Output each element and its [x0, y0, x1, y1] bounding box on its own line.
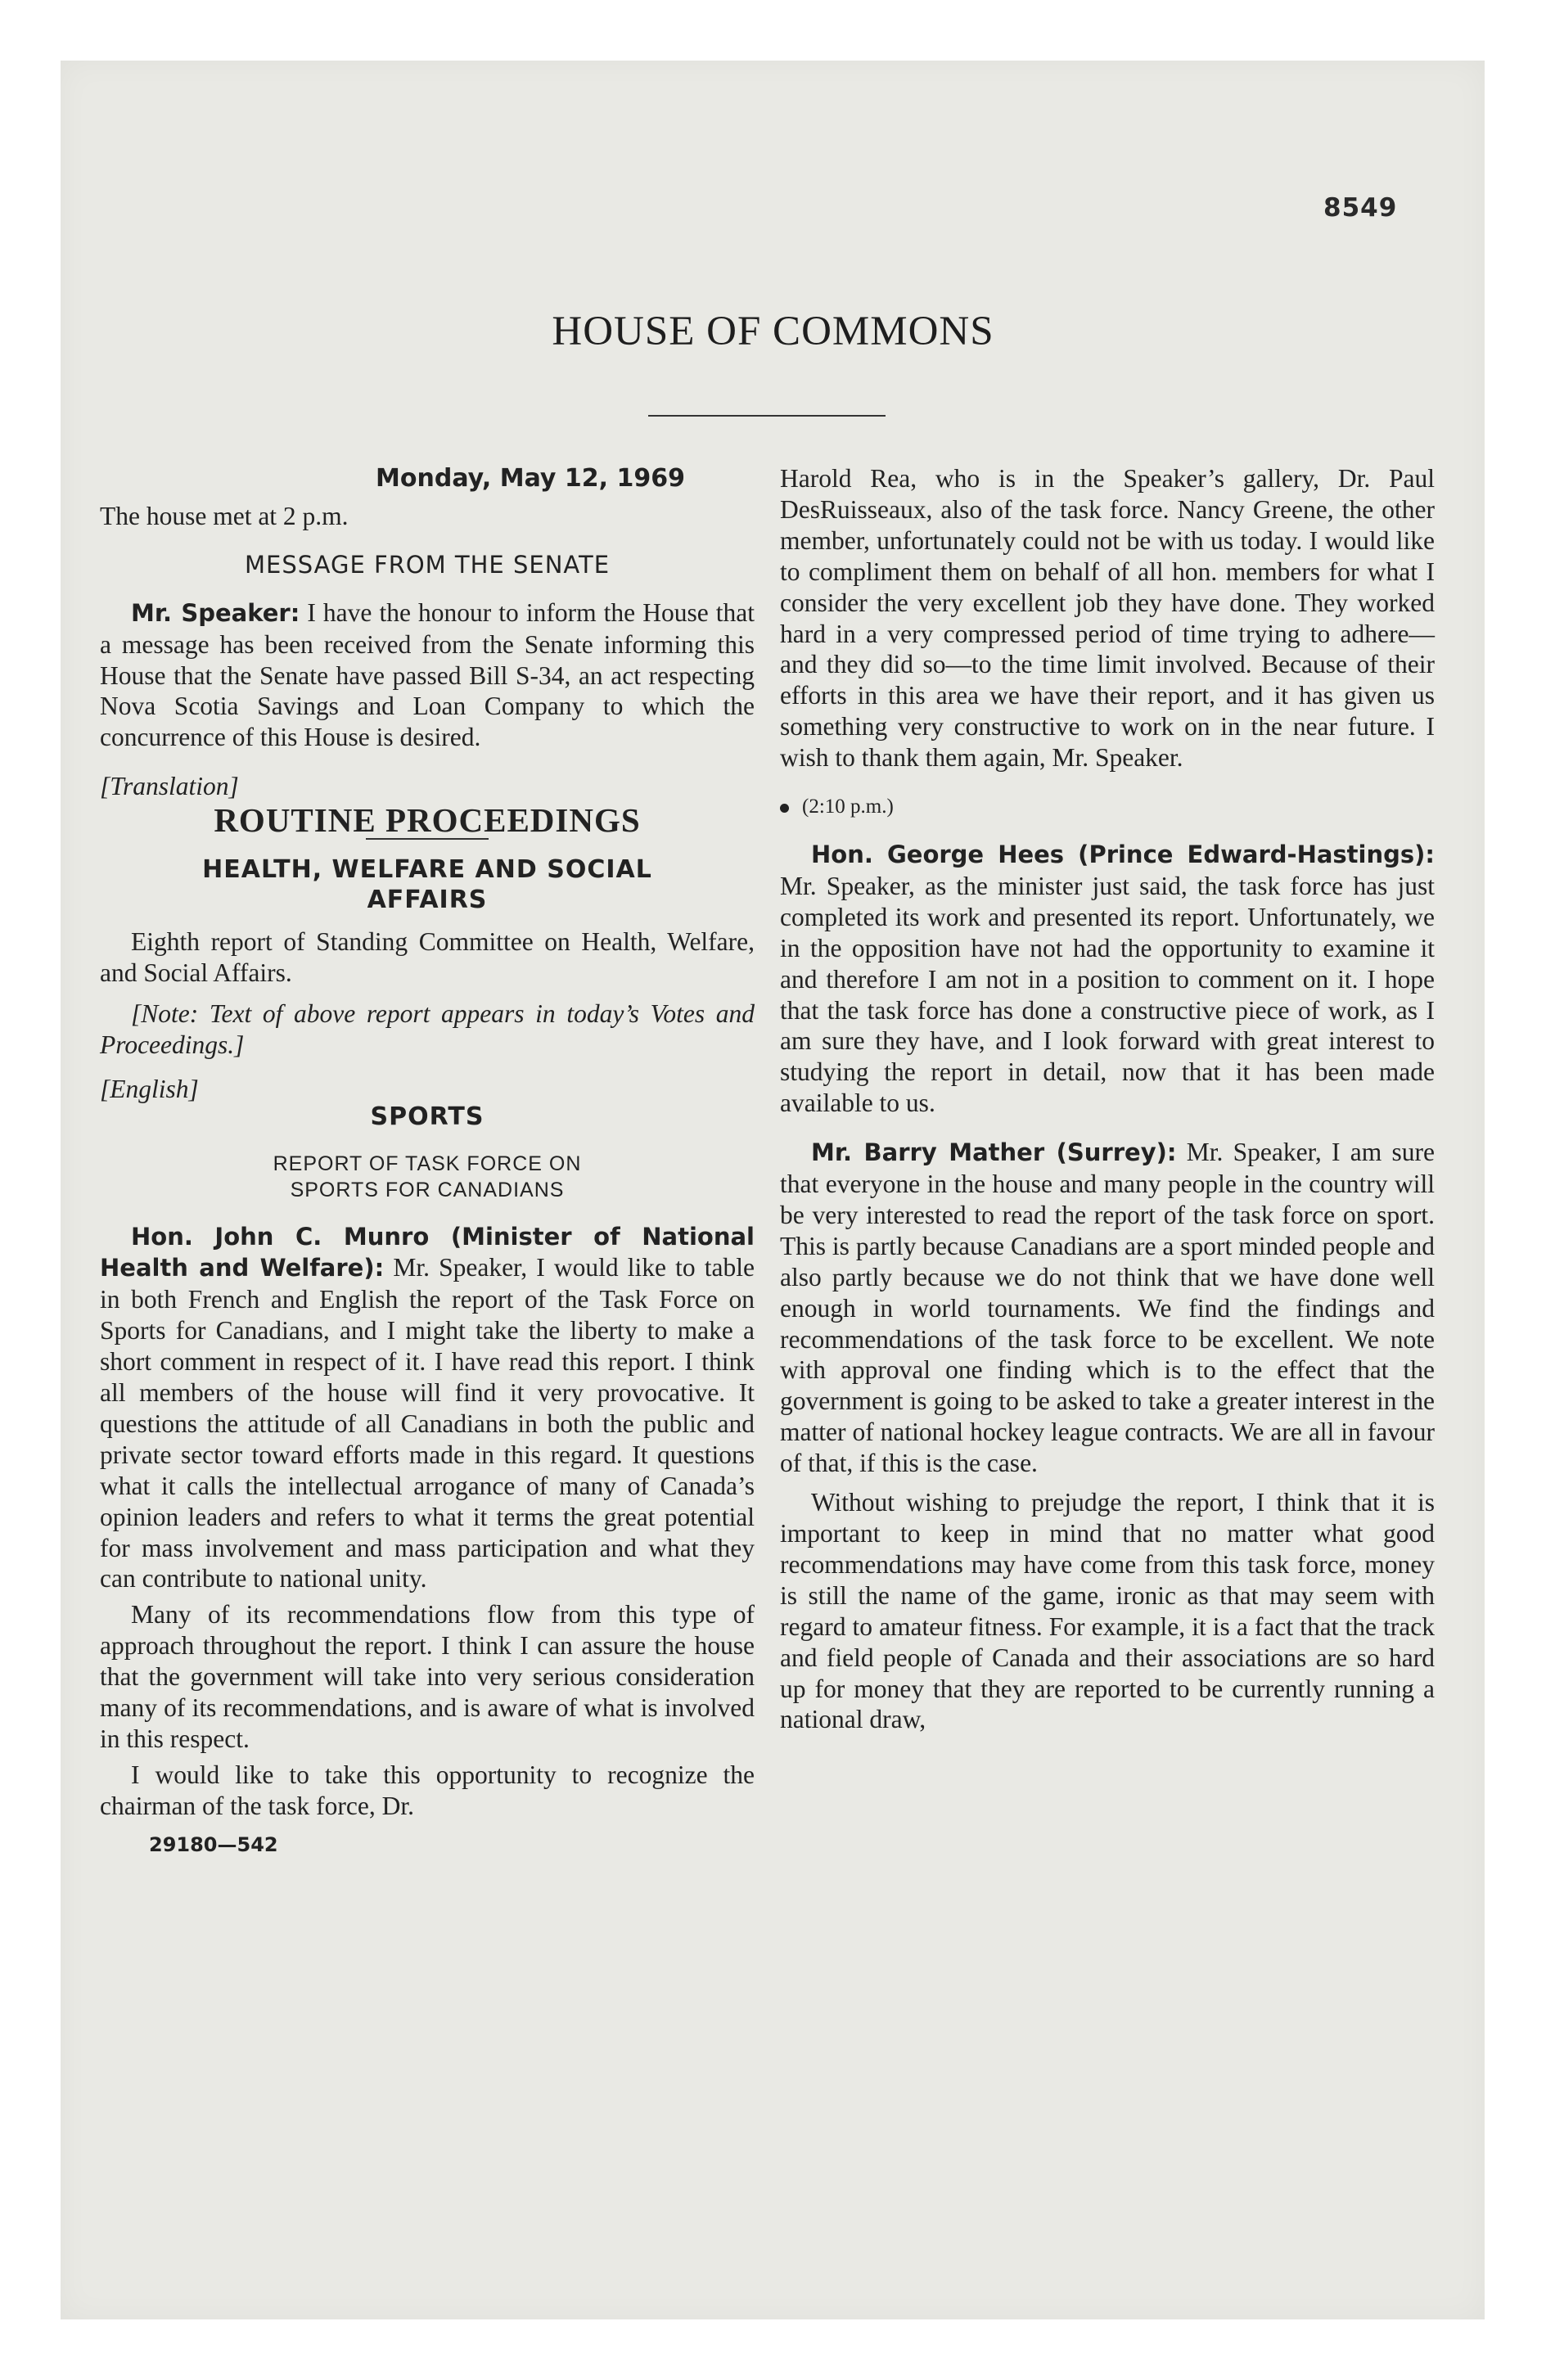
recognize-paragraph: I would like to take this opportunity to recognize the chairman of the task force, Dr. — [100, 1760, 755, 1820]
masthead-rule — [648, 415, 886, 417]
heading-report-task-force: REPORT OF TASK FORCE ON SPORTS FOR CANADIANS — [273, 1152, 582, 1201]
harold-rea-paragraph: Harold Rea, who is in the Speaker’s gallery, Dr. Paul DesRuisseaux, also of the task force. Nancy Greene, the other member, unfortunately could not be with us today. I would like to compliment them on behalf of all hon. members for what I consider the very excellent job they have done. They worked hard in a very compressed period of time trying to adhere—and they did so—to the time limit involved. Because of their efforts in this area we have their report, and it has given us something very constructive to work on in the near future. I wish to thank them again, Mr. Speaker. — [780, 464, 1435, 773]
footer-print-number: 29180—542 — [149, 1832, 278, 1856]
hees-paragraph — [780, 839, 1435, 1119]
eighth-report-paragraph: Eighth report of Standing Committee on Health, Welfare, and Social Affairs. — [100, 927, 755, 987]
speaker-name: Hon. George Hees (Prince Edward-Hastings): — [811, 840, 1435, 868]
timestamp-text: (2:10 p.m.) — [802, 796, 894, 818]
heading-sports: SPORTS — [370, 1102, 485, 1131]
sitting-date: Monday, May 12, 1969 — [376, 464, 685, 493]
mather-paragraph — [780, 1137, 1435, 1479]
page-number: 8549 — [1323, 193, 1398, 223]
heading-health-welfare: HEALTH, WELFARE AND SOCIAL AFFAIRS — [202, 855, 652, 915]
speaker-name: Mr. Speaker: — [131, 598, 300, 627]
speaker-name: Mr. Barry Mather (Surrey): — [811, 1138, 1177, 1167]
speech-text: Mr. Speaker, I would like to table in both French and English the report of the Task Force on Sports for Canadians, and I might take the liberty to make a short comment in respect of it. I have read this report. I think all members of the house will find it very provocative. It questions the attitude of all Canadians in both the public and private sector toward efforts made in this regard. It questions what it calls the intellectual arrogance of many of Canada’s opinion leaders and refers to what it terms the great potential for mass involvement and mass participation and what they can contribute to national unity. — [100, 1253, 755, 1593]
right-column — [780, 463, 1435, 1735]
without-wishing-paragraph: Without wishing to prejudge the report, I think that it is important to keep in mind that no matter what good recommendations may have come from this task force, money is still the name of the game, ironic as that may seem with regard to amateur fitness. For example, it is a fact that the track and field people of Canada and their associations are so hard up for money that they are reported to be currently running a national draw, — [780, 1488, 1435, 1734]
heading-routine-proceedings: ROUTINE PROCEEDINGS — [214, 801, 641, 840]
speech-text: Mr. Speaker, I am sure that everyone in the house and many people in the country will be very interested to read the report of the task force on sport. This is partly because Canadians are a sport minded people and also partly because we do not think that we have done well enough in world tournaments. We find the findings and recommendations of the task force to be excellent. We note with approval one finding which is to the effect that the government is going to be asked to take a greater interest in the matter of national hockey league contracts. We are all in favour of that, if this is the case. — [780, 1138, 1436, 1478]
speech-text: I have the honour to inform the House that a message has been received from the Senate informing this House that the Senate have passed Bill S-34, an act respecting Nova Scotia Savings and Loan Company to which the concurrence of this House is desired. — [100, 597, 755, 752]
speech-text: Mr. Speaker, as the minister just said, the task force has just completed its work and presented its report. Unfortunately, we in the opposition have not had the opportunity to examine it and therefore I am not in a position to comment on it. I hope that the task force has done a constructive piece of work, as I am sure they have, and I look forward with great interest to studying the report in detail, now that it has been made available to us. — [780, 871, 1435, 1118]
speaker-name: Hon. John C. Munro (Minister of National Health and Welfare): — [100, 1222, 755, 1282]
translation-tag: [Translation] — [100, 772, 239, 801]
note-paragraph: [Note: Text of above report appears in today’s Votes and Proceedings.] — [100, 998, 755, 1059]
page-masthead: HOUSE OF COMMONS — [552, 309, 994, 354]
recommendations-paragraph: Many of its recommendations flow from this type of approach throughout the report. I think I can assure the house that the government will take into very serious consideration many of its recommendations, and is aware of what is involved in this respect. — [100, 1600, 755, 1753]
munro-paragraph — [100, 1221, 755, 1595]
english-tag: [English] — [100, 1074, 199, 1103]
senate-message-paragraph — [100, 597, 755, 754]
timestamp-line — [780, 791, 1435, 823]
bullet-dot-icon — [780, 804, 789, 813]
left-column — [100, 463, 755, 1861]
heading-message-from-senate: MESSAGE FROM THE SENATE — [244, 550, 611, 579]
house-met-line: The house met at 2 p.m. — [100, 501, 349, 530]
